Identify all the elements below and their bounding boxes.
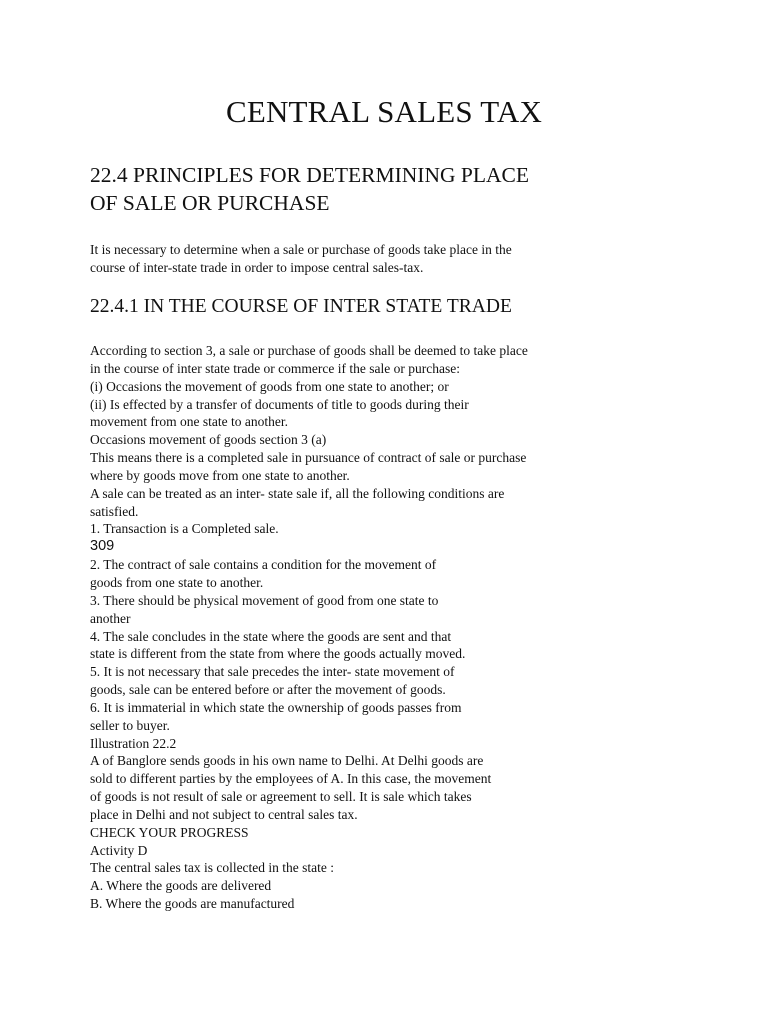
- text-line: A of Banglore sends goods in his own name to Delhi. At Delhi goods are: [90, 753, 484, 769]
- text-line: 3. There should be physical movement of good from one state to: [90, 592, 439, 608]
- body-text: [90, 342, 710, 913]
- text-line: 5. It is not necessary that sale precedes the inter- state movement of: [90, 664, 455, 680]
- page-number: 309: [90, 538, 115, 555]
- text-line: 6. It is immaterial in which state the ownership of goods passes from: [90, 699, 462, 715]
- text-line: Illustration 22.2: [90, 735, 177, 751]
- intro-line: It is necessary to determine when a sale or purchase of goods take place in the: [90, 242, 512, 257]
- intro-line: course of inter-state trade in order to impose central sales-tax.: [90, 260, 424, 275]
- subsection-heading: 22.4.1 IN THE COURSE OF INTER STATE TRADE: [90, 296, 512, 317]
- intro-paragraph: [90, 241, 690, 277]
- text-line: (ii) Is effected by a transfer of documents of title to goods during their: [90, 396, 469, 412]
- text-line: another: [90, 610, 131, 626]
- text-line: This means there is a completed sale in pursuance of contract of sale or purchase: [90, 450, 527, 466]
- text-line: 1. Transaction is a Completed sale.: [90, 521, 279, 537]
- text-line: in the course of inter state trade or commerce if the sale or purchase:: [90, 360, 460, 376]
- section-heading-line: 22.4 PRINCIPLES FOR DETERMINING PLACE: [90, 163, 529, 187]
- page-title: CENTRAL SALES TAX: [225, 94, 543, 129]
- text-line: place in Delhi and not subject to central sales tax.: [90, 806, 358, 822]
- text-line: Occasions movement of goods section 3 (a): [90, 432, 327, 448]
- text-line: (i) Occasions the movement of goods from one state to another; or: [90, 378, 449, 394]
- text-line: B. Where the goods are manufactured: [90, 896, 295, 912]
- section-heading-line: OF SALE OR PURCHASE: [90, 191, 330, 215]
- text-line: satisfied.: [90, 503, 139, 519]
- text-line: CHECK YOUR PROGRESS: [90, 824, 249, 840]
- text-line: seller to buyer.: [90, 717, 170, 733]
- text-line: state is different from the state from where the goods actually moved.: [90, 646, 466, 662]
- section-heading: [90, 161, 650, 217]
- text-line: sold to different parties by the employees of A. In this case, the movement: [90, 771, 492, 787]
- text-line: A sale can be treated as an inter- state sale if, all the following conditions are: [90, 485, 505, 501]
- text-line: goods from one state to another.: [90, 574, 264, 590]
- text-line: A. Where the goods are delivered: [90, 878, 272, 894]
- text-line: 2. The contract of sale contains a condition for the movement of: [90, 557, 437, 573]
- text-line: 4. The sale concludes in the state where the goods are sent and that: [90, 628, 452, 644]
- text-line: Activity D: [90, 842, 148, 858]
- text-line: goods, sale can be entered before or after the movement of goods.: [90, 682, 446, 698]
- text-line: According to section 3, a sale or purchase of goods shall be deemed to take place: [90, 343, 528, 358]
- text-line: The central sales tax is collected in the state :: [90, 860, 335, 876]
- text-line: where by goods move from one state to another.: [90, 467, 350, 483]
- text-line: of goods is not result of sale or agreement to sell. It is sale which takes: [90, 789, 472, 805]
- text-line: movement from one state to another.: [90, 414, 288, 430]
